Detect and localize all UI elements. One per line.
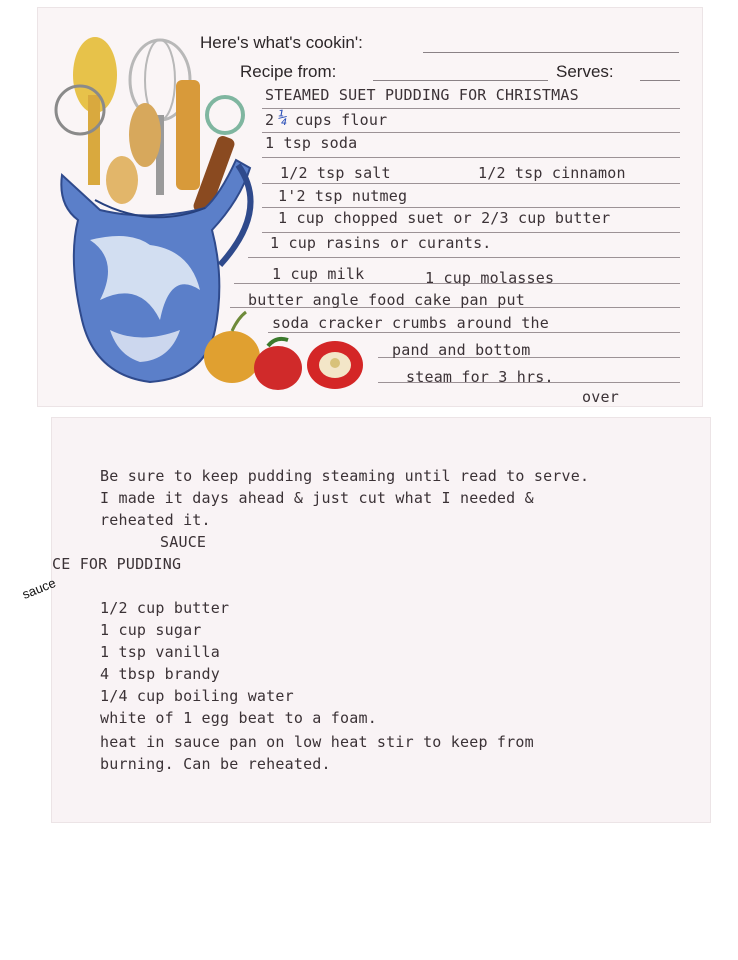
side-label-sauce: sauce [20,575,58,602]
instruction-line: steam for 3 hrs. [406,368,554,386]
ruled-line [262,207,680,208]
instruction-line: butter angle food cake pan put [248,291,525,309]
ingredient-salt: 1/2 tsp salt [280,164,391,182]
note-line: reheated it. [100,511,211,529]
sauce-instruction: burning. Can be reheated. [100,755,331,773]
ruled-line [262,232,680,233]
header-serves-line [640,80,680,81]
ruled-line [262,183,680,184]
ruled-line [262,108,680,109]
instruction-line: pand and bottom [392,341,531,359]
ingredient-raisins: 1 cup rasins or curants. [270,234,492,252]
ingredient-milk: 1 cup milk [272,265,365,283]
ingredient-suet: 1 cup chopped suet or 2/3 cup butter [278,209,611,227]
note-line: Be sure to keep pudding steaming until read to serve. [100,467,590,485]
ingredient-molasses: 1 cup molasses [425,269,555,287]
header-cookin-label: Here's what's cookin': [200,33,363,52]
ruled-line [248,257,680,258]
sauce-ingredient: 1 cup sugar [100,621,202,639]
instruction-line: soda cracker crumbs around the [272,314,549,332]
ingredient-flour-amount: 2 [265,111,275,129]
ruled-line [262,132,680,133]
ingredient-nutmeg: 1'2 tsp nutmeg [278,187,408,205]
header-serves-label: Serves: [556,62,614,81]
spatula-icon [176,80,200,190]
ingredient-cinnamon: 1/2 tsp cinnamon [478,164,626,182]
header-recipe-from-line [373,80,548,81]
over-note: over [582,388,619,406]
note-line: I made it days ahead & just cut what I needed & [100,489,534,507]
sauce-ingredient: 1 tsp vanilla [100,643,220,661]
ingredient-soda: 1 tsp soda [265,134,358,152]
sauce-heading: SAUCE [160,533,207,551]
header-cookin-line [423,52,679,53]
sauce-ingredient: 4 tbsp brandy [100,665,220,683]
sauce-subheading: CE FOR PUDDING [52,555,182,573]
sauce-ingredient: 1/4 cup boiling water [100,687,294,705]
sauce-instruction: heat in sauce pan on low heat stir to keep from [100,733,534,751]
ruled-line [262,157,680,158]
sauce-ingredient: 1/2 cup butter [100,599,230,617]
header-recipe-from-label: Recipe from: [240,62,337,81]
onion-icon [204,331,260,383]
sauce-instruction: white of 1 egg beat to a foam. [100,709,377,727]
ingredient-flour: cups flour [295,111,388,129]
ruled-line [268,332,680,333]
handwritten-fraction: ¼ [278,108,288,127]
red-pepper-icon [254,346,302,390]
recipe-title: STEAMED SUET PUDDING FOR CHRISTMAS [265,86,579,104]
